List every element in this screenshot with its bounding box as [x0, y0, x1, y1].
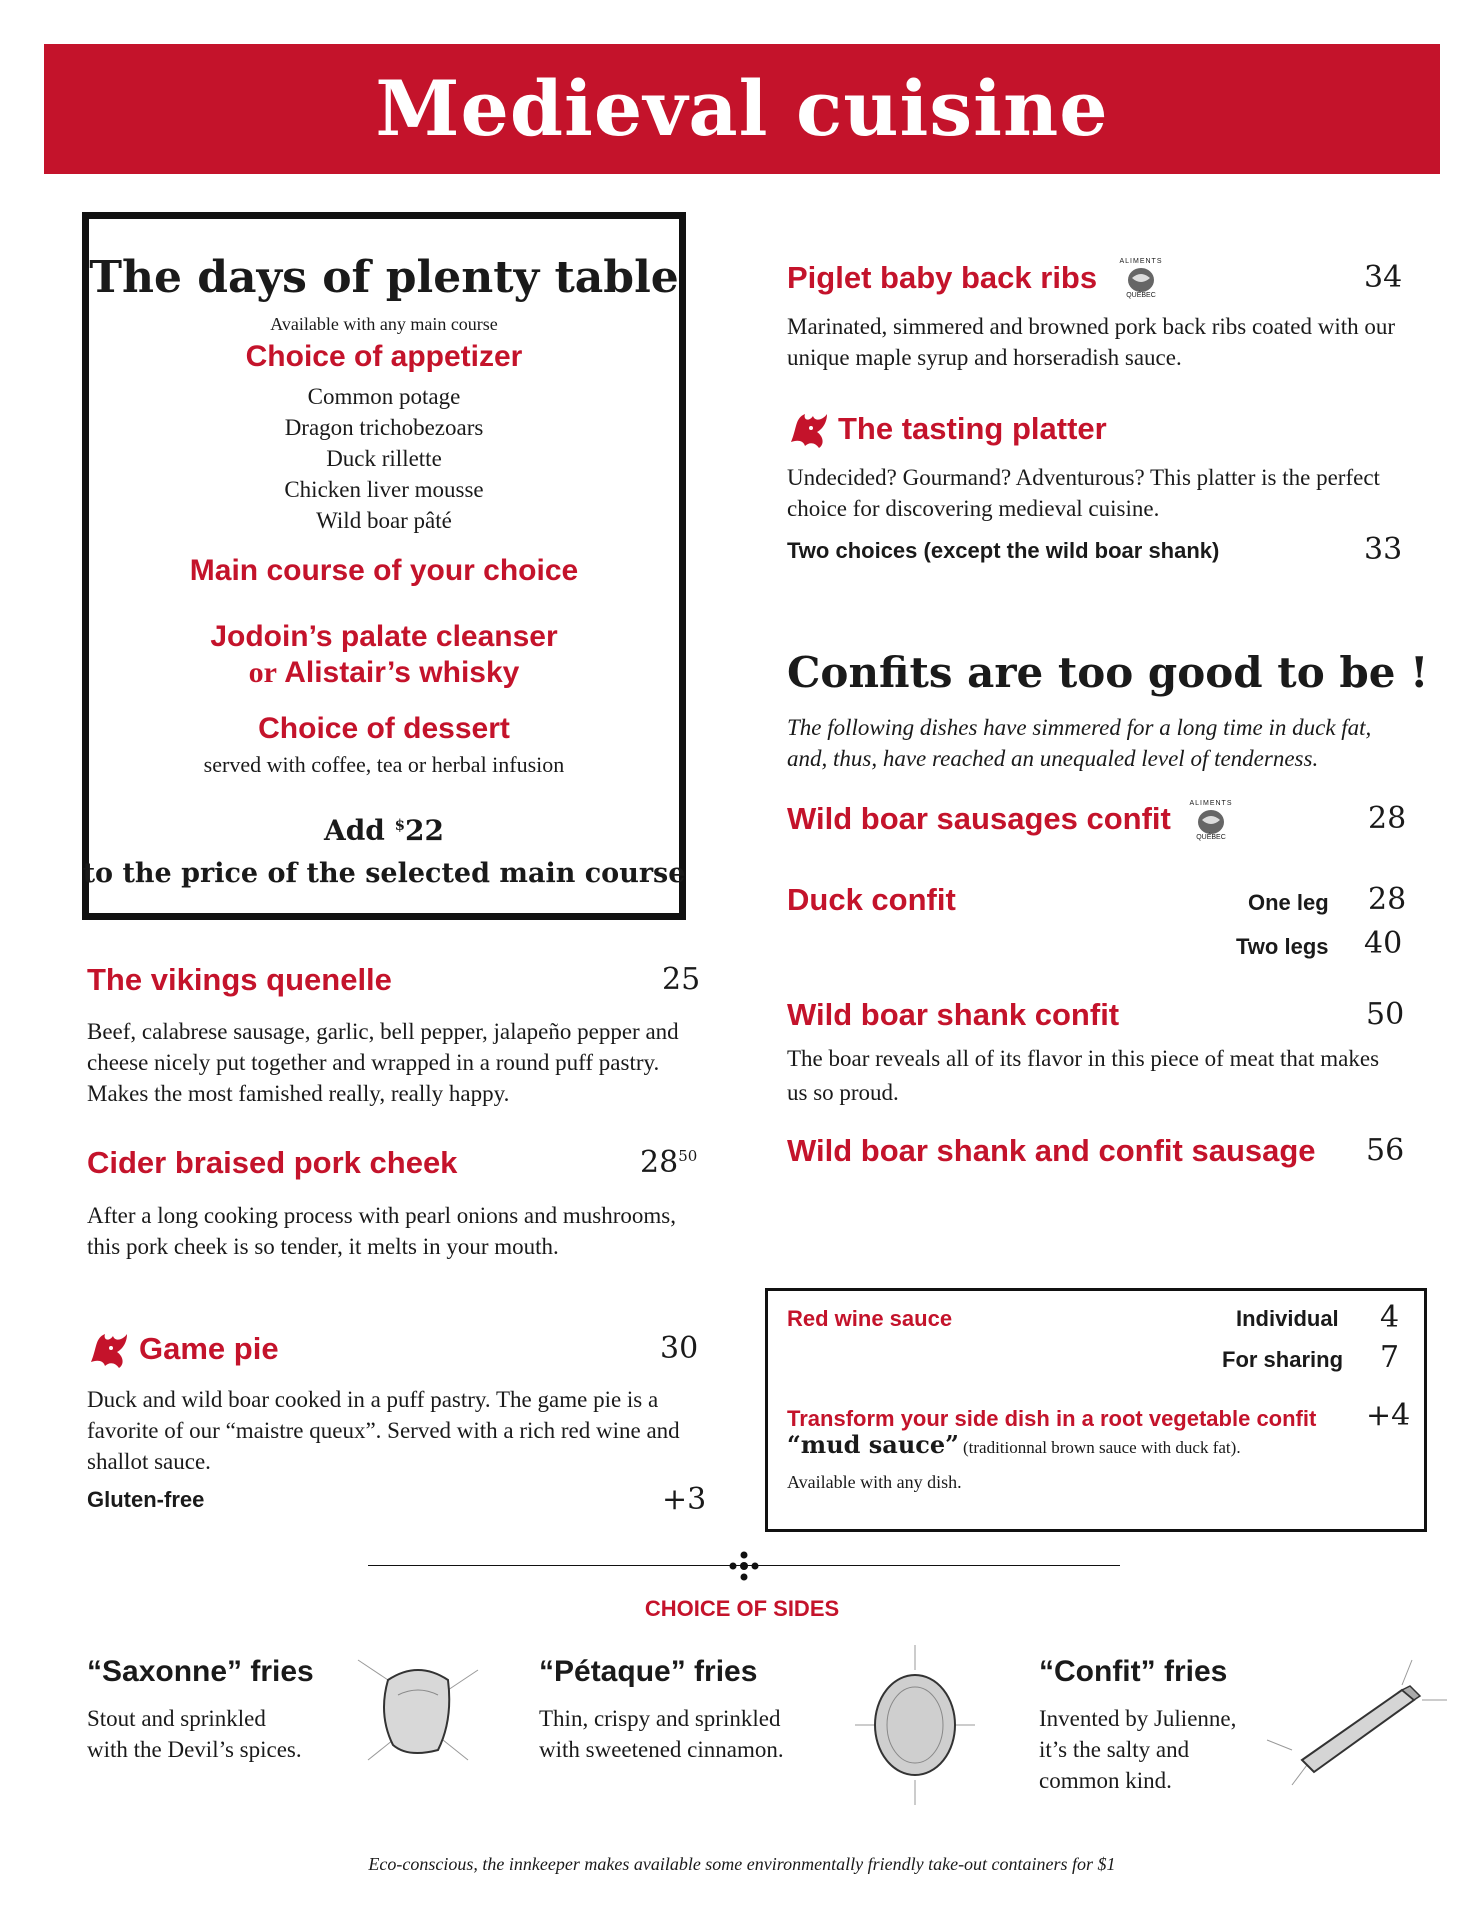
confits-heading: Confits are too good to be ! — [787, 648, 1429, 697]
price-individual: 4 — [1380, 1300, 1400, 1335]
side-desc-confit: Invented by Julienne, it’s the salty and common kind. — [1039, 1706, 1237, 1793]
price-ribs: 34 — [1364, 260, 1403, 295]
add-price: Add $22 — [323, 814, 445, 847]
price-sharing: 7 — [1380, 1340, 1400, 1375]
red-wine-sauce: Red wine sauce — [787, 1306, 953, 1331]
option-gluten-free: Gluten-free — [87, 1487, 205, 1512]
price-two-legs: 40 — [1364, 926, 1403, 961]
transform-side: Transform your side dish in a root vegetable confit — [787, 1406, 1317, 1431]
fries-illustration — [348, 1640, 488, 1780]
mud-sauce: “mud sauce” (traditionnal brown sauce with duck fat). — [787, 1430, 1241, 1459]
dessert-note: served with coffee, tea or herbal infusion — [203, 752, 565, 777]
list-item: Common potage — [307, 384, 461, 409]
available-note: Available with any dish. — [787, 1472, 962, 1492]
dish-name-shank: Wild boar shank confit — [787, 997, 1120, 1032]
dish-name-sausages: Wild boar sausages confit — [787, 801, 1171, 836]
fries-illustration — [845, 1640, 985, 1810]
dragon-icon — [787, 408, 831, 452]
option-sharing: For sharing — [1222, 1347, 1344, 1372]
desc-shank: The boar reveals all of its flavor in this piece of meat that makes us so proud. — [787, 1046, 1380, 1105]
desc-quenelle: Beef, calabrese sausage, garlic, bell pepper, jalapeño pepper and cheese nicely put together and wrapped in a round puff pastry. Makes the most famished really, really happy. — [87, 1019, 679, 1106]
option-individual: Individual — [1236, 1306, 1339, 1331]
price-quenelle: 25 — [662, 962, 701, 997]
dish-name-gamepie: Game pie — [139, 1331, 279, 1366]
dish-name-quenelle: The vikings quenelle — [87, 962, 392, 997]
price-sausages: 28 — [1368, 801, 1407, 836]
option-two-choices: Two choices (except the wild boar shank) — [787, 538, 1220, 563]
plenty-title: The days of plenty table — [89, 252, 679, 303]
dish-name-shank-sausage: Wild boar shank and confit sausage — [787, 1133, 1316, 1168]
aliments-quebec-logo: ALIMENTS QUÉBEC — [1189, 800, 1233, 841]
price-one-leg: 28 — [1368, 882, 1407, 917]
confits-intro: The following dishes have simmered for a long time in duck fat, and, thus, have reached an unequaled level of tenderness. — [787, 715, 1372, 771]
fleuron-ornament — [728, 1550, 760, 1582]
price-transform: +4 — [1366, 1398, 1411, 1433]
desc-ribs: Marinated, simmered and browned pork back ribs coated with our unique maple syrup and horseradish sauce. — [787, 314, 1396, 370]
dragon-icon — [87, 1328, 131, 1372]
dish-name-tasting: The tasting platter — [838, 411, 1107, 446]
aliments-quebec-logo: ALIMENTS QUÉBEC — [1119, 258, 1163, 299]
add-note: to the price of the selected main course — [82, 858, 686, 889]
fries-illustration — [1262, 1650, 1452, 1790]
side-name-petaque: “Pétaque” fries — [539, 1655, 758, 1688]
option-one-leg: One leg — [1248, 890, 1329, 915]
price-porkcheek: $28^{50}$ — [640, 1145, 698, 1180]
price-gamepie: 30 — [660, 1331, 699, 1366]
option-two-legs: Two legs — [1236, 934, 1329, 959]
side-name-saxonne: “Saxonne” fries — [87, 1655, 314, 1688]
list-item: Chicken liver mousse — [284, 477, 484, 502]
price-shank-sausage: 56 — [1366, 1133, 1405, 1168]
dish-name-ribs: Piglet baby back ribs — [787, 260, 1098, 295]
main-course-heading: Main course of your choice — [189, 554, 579, 587]
footer-note: Eco-conscious, the innkeeper makes available some environmentally friendly take-out containers for $1 — [368, 1854, 1116, 1874]
sides-heading: CHOICE OF SIDES — [644, 1596, 840, 1621]
price-shank: 50 — [1366, 997, 1405, 1032]
desc-porkcheek: After a long cooking process with pearl onions and mushrooms, this pork cheek is so tender, it melts in your mouth. — [87, 1203, 676, 1259]
side-desc-saxonne: Stout and sprinkled with the Devil’s spices. — [87, 1706, 302, 1762]
cleanser-line1: Jodoin’s palate cleanser — [210, 620, 558, 653]
dessert-heading: Choice of dessert — [258, 712, 510, 745]
list-item: Dragon trichobezoars — [284, 415, 484, 440]
appetizer-list — [82, 381, 686, 536]
desc-tasting: Undecided? Gourmand? Adventurous? This platter is the perfect choice for discovering medieval cuisine. — [787, 465, 1380, 521]
list-item: Wild boar pâté — [316, 508, 452, 533]
price-tasting: 33 — [1364, 532, 1403, 567]
side-name-confit: “Confit” fries — [1039, 1655, 1228, 1688]
list-item: Duck rillette — [326, 446, 442, 471]
plenty-subtitle: Available with any main course — [270, 314, 498, 334]
option-price-gluten-free: +3 — [662, 1482, 707, 1517]
page-title: Medieval cuisine — [375, 64, 1109, 153]
dish-name-porkcheek: Cider braised pork cheek — [87, 1145, 458, 1180]
appetizer-heading: Choice of appetizer — [245, 340, 523, 373]
cleanser-line2: or Alistair’s whisky — [248, 656, 520, 689]
dish-name-duck: Duck confit — [787, 882, 956, 917]
header-banner — [44, 44, 1440, 174]
side-desc-petaque: Thin, crispy and sprinkled with sweetened cinnamon. — [539, 1706, 784, 1762]
desc-gamepie: Duck and wild boar cooked in a puff pastry. The game pie is a favorite of our “maistre queux”. Served with a rich red wine and shallot sauce. — [87, 1387, 680, 1474]
